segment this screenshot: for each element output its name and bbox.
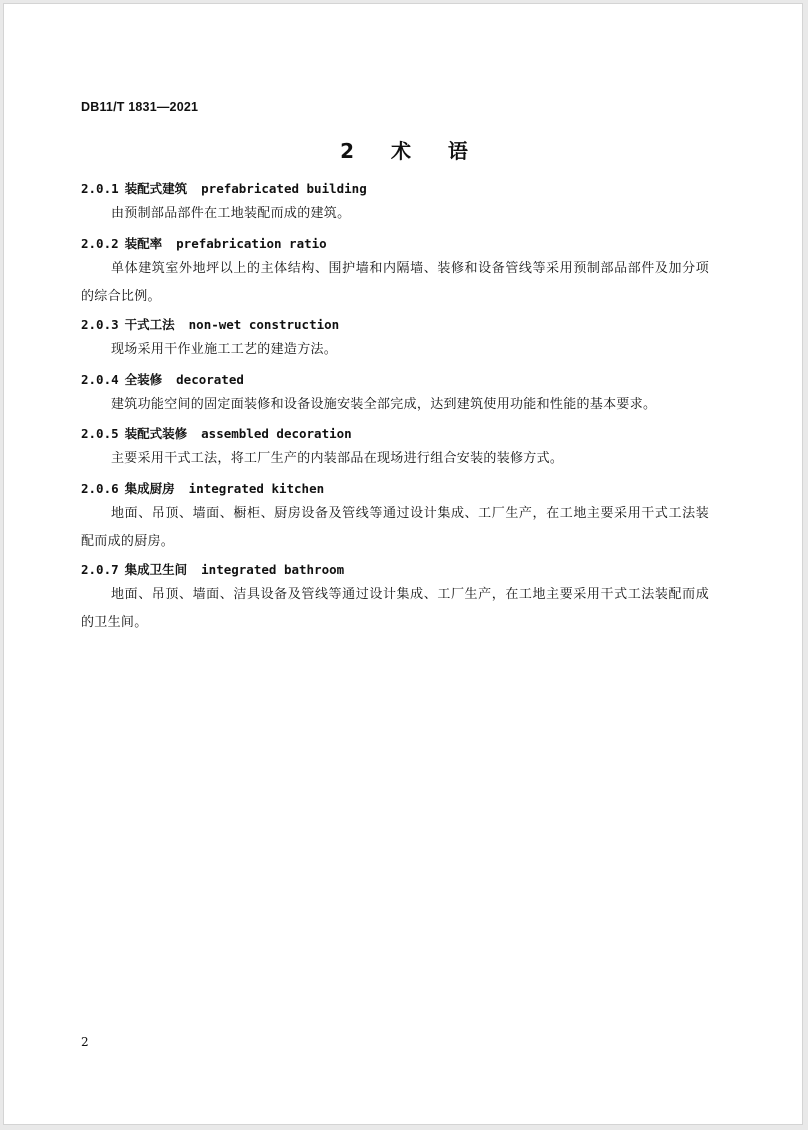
term-number: 2.0.5 — [81, 426, 119, 441]
term-definition: 现场采用干作业施工工艺的建造方法。 — [111, 342, 338, 357]
term-number: 2.0.1 — [81, 181, 119, 196]
term-definition: 地面、吊顶、墙面、洁具设备及管线等通过设计集成、工厂生产，在工地主要采用干式工法装配而成的卫生间。 — [81, 587, 709, 630]
term-number: 2.0.4 — [81, 372, 119, 387]
term-definition: 由预制部品部件在工地装配而成的建筑。 — [111, 206, 351, 221]
term-definition: 单体建筑室外地坪以上的主体结构、围护墙和内隔墙、装修和设备管线等采用预制部品部件及加分项的综合比例。 — [81, 261, 709, 304]
term-number: 2.0.6 — [81, 481, 119, 496]
term-heading — [81, 479, 324, 497]
term-en: integrated kitchen — [188, 481, 325, 496]
term-number: 2.0.7 — [81, 562, 119, 577]
term-en: non-wet construction — [188, 317, 340, 332]
term-heading — [81, 424, 352, 442]
term-en: decorated — [176, 372, 244, 387]
term-zh: 装配式装修 — [124, 426, 188, 441]
term-definition: 地面、吊顶、墙面、橱柜、厨房设备及管线等通过设计集成、工厂生产，在工地主要采用干式工法装配而成的厨房。 — [81, 506, 709, 549]
term-zh: 全装修 — [124, 372, 163, 387]
document-page — [3, 3, 803, 1125]
term-zh: 装配式建筑 — [124, 181, 188, 196]
term-number: 2.0.3 — [81, 317, 119, 332]
page-number: 2 — [81, 1035, 89, 1049]
term-definition: 主要采用干式工法，将工厂生产的内装部品在现场进行组合安装的装修方式。 — [111, 451, 564, 466]
term-heading — [81, 234, 327, 252]
term-definition: 建筑功能空间的固定面装修和设备设施安装全部完成，达到建筑使用功能和性能的基本要求。 — [111, 397, 657, 412]
standard-code: DB11/T 1831—2021 — [81, 100, 199, 114]
chapter-title: 2 术 语 — [340, 139, 468, 163]
term-zh: 集成厨房 — [124, 481, 175, 496]
term-en: assembled decoration — [201, 426, 352, 441]
term-en: prefabrication ratio — [176, 236, 327, 251]
term-heading — [81, 179, 367, 197]
term-zh: 集成卫生间 — [124, 562, 188, 577]
term-heading — [81, 370, 244, 388]
term-zh: 干式工法 — [124, 317, 175, 332]
term-heading — [81, 560, 344, 578]
term-en: prefabricated building — [201, 181, 367, 196]
term-number: 2.0.2 — [81, 236, 119, 251]
term-zh: 装配率 — [124, 236, 163, 251]
term-en: integrated bathroom — [201, 562, 345, 577]
term-heading — [81, 315, 339, 333]
